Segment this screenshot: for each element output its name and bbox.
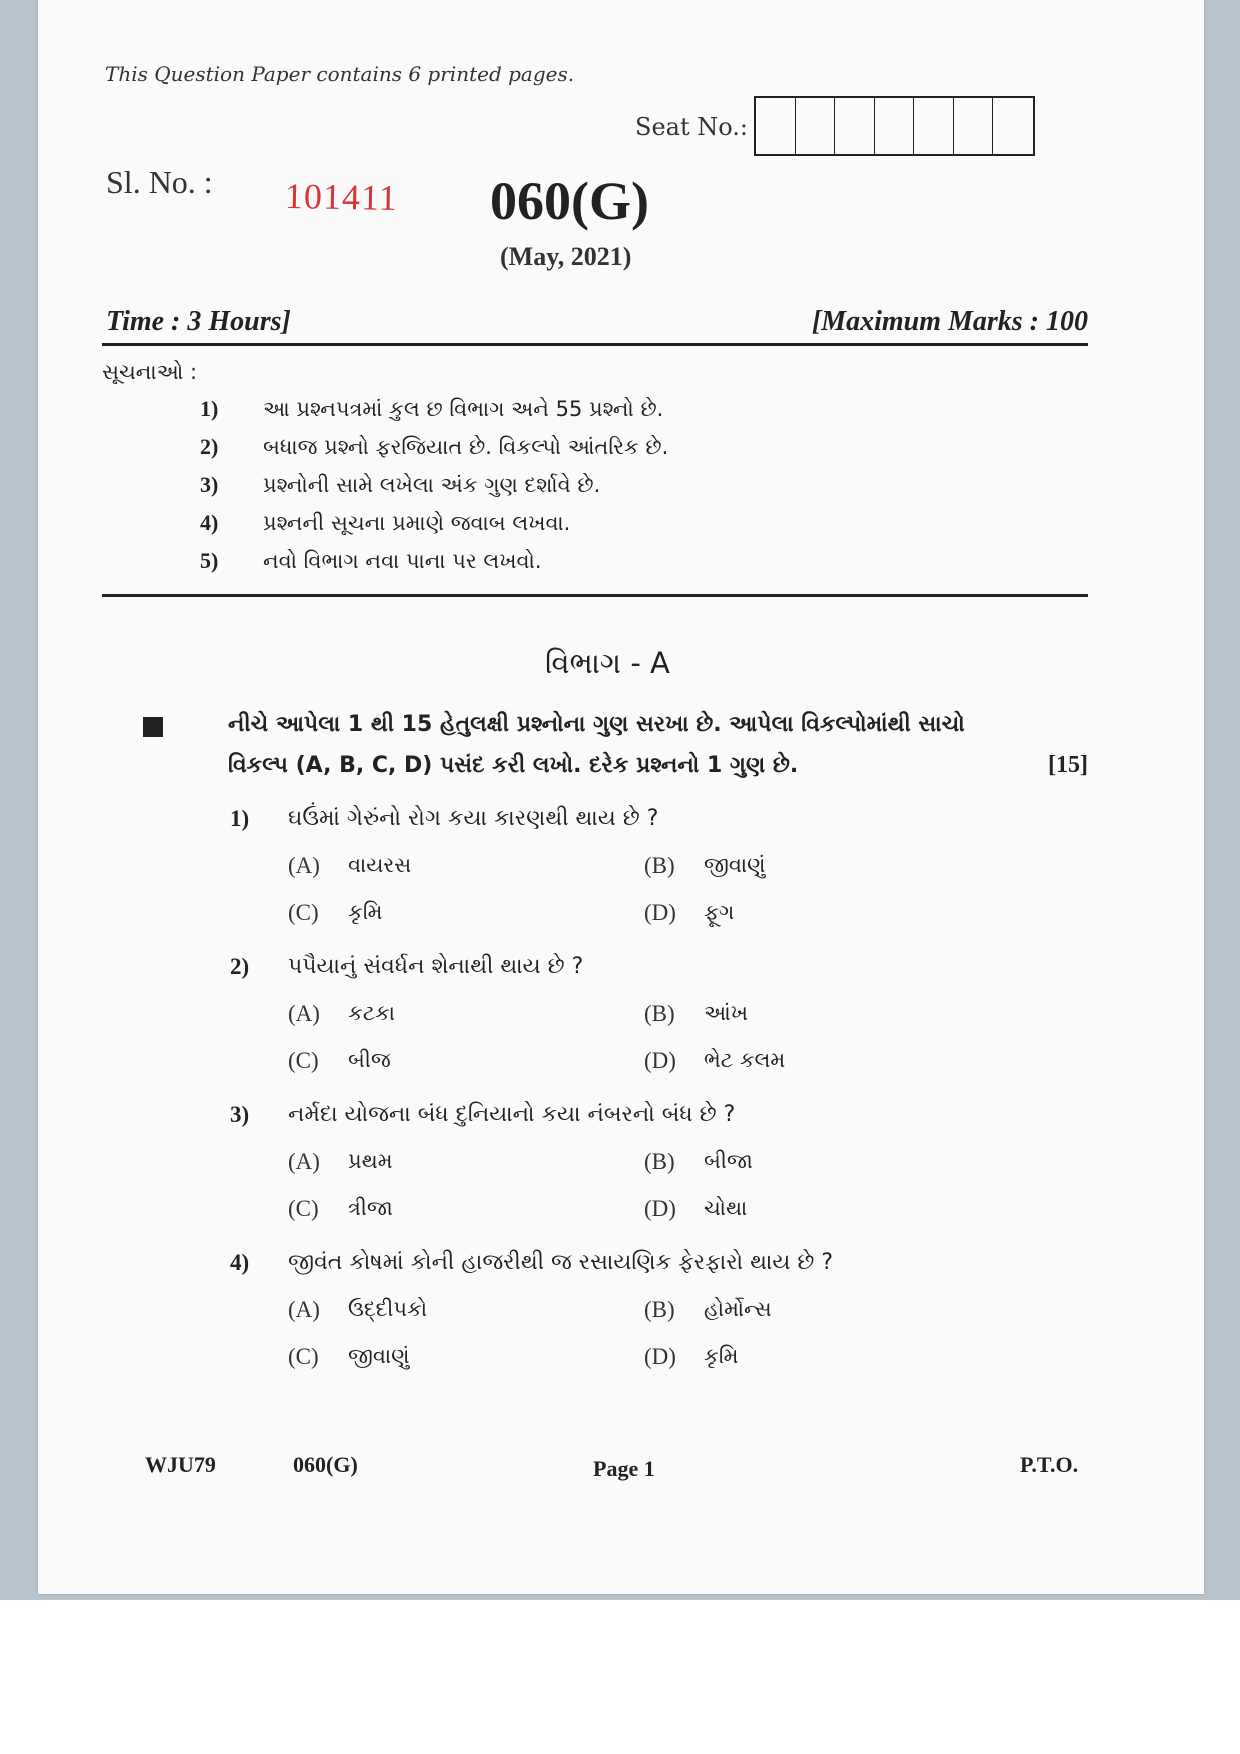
option-key: (D) xyxy=(644,1048,676,1073)
option-text: બીજ xyxy=(348,1048,391,1072)
option-key: (C) xyxy=(288,1196,319,1221)
instruction-item xyxy=(200,396,218,422)
seat-digit-box xyxy=(993,98,1033,154)
instruction-number: 4) xyxy=(200,510,219,535)
exam-time: Time : 3 Hours] xyxy=(106,306,291,337)
option-key: (D) xyxy=(644,900,676,925)
option-key: (B) xyxy=(644,1149,675,1174)
option-text: કટકા xyxy=(348,1001,396,1025)
instruction-number: 3) xyxy=(200,472,219,497)
instruction-item xyxy=(200,434,218,460)
question-number: 2) xyxy=(230,954,250,979)
option-text: ચોથા xyxy=(704,1196,748,1220)
option-key: (B) xyxy=(644,1001,675,1026)
option-text: કૃમિ xyxy=(348,900,383,924)
instruction-text: નવો વિભાગ નવા પાના પર લખવો. xyxy=(263,549,542,573)
instruction-text: પ્રશ્નની સૂચના પ્રમાણે જવાબ લખવા. xyxy=(263,511,571,535)
option-text: બીજા xyxy=(704,1149,753,1173)
option-text: જીવાણું xyxy=(348,1344,410,1368)
seat-digit-box xyxy=(835,98,875,154)
question-number: 1) xyxy=(230,806,250,831)
option-key: (A) xyxy=(288,1297,320,1322)
serial-number-label: Sl. No. : xyxy=(106,164,213,200)
option-key: (A) xyxy=(288,853,320,878)
instruction-item xyxy=(200,472,218,498)
footer-page-number: Page 1 xyxy=(593,1456,655,1481)
question-number: 4) xyxy=(230,1250,250,1275)
option-text: પ્રથમ xyxy=(348,1149,393,1173)
option-text: ફૂગ xyxy=(704,900,735,924)
seat-digit-box xyxy=(954,98,994,154)
question-text: નર્મદા યોજના બંધ દુનિયાનો કયા નંબરનો બંધ છે ? xyxy=(288,1102,736,1127)
option-key: (A) xyxy=(288,1149,320,1174)
instruction-number: 5) xyxy=(200,548,219,573)
seat-digit-box xyxy=(756,98,796,154)
instruction-item xyxy=(200,548,218,574)
option-text: ત્રીજા xyxy=(348,1196,393,1220)
seat-number-label: Seat No.: xyxy=(635,113,748,141)
square-bullet-icon xyxy=(143,717,163,737)
footer-pto: P.T.O. xyxy=(1020,1452,1079,1477)
option-key: (C) xyxy=(288,900,319,925)
instruction-text: બધાજ પ્રશ્નો ફરજિયાત છે. વિકલ્પો આંતરિક છે. xyxy=(263,435,669,459)
seat-digit-box xyxy=(875,98,915,154)
option-key: (D) xyxy=(644,1196,676,1221)
option-text: હોર્મોન્સ xyxy=(704,1297,772,1321)
question-text: ઘઉંમાં ગેરુંનો રોગ કયા કારણથી થાય છે ? xyxy=(288,806,659,831)
option-text: જીવાણું xyxy=(704,853,766,877)
option-key: (C) xyxy=(288,1344,319,1369)
question-text: પપૈયાનું સંવર્ધન શેનાથી થાય છે ? xyxy=(288,954,584,979)
serial-number-value: 101411 xyxy=(284,176,399,218)
footer-series-code: WJU79 xyxy=(145,1452,216,1477)
footer-paper-code: 060(G) xyxy=(293,1452,358,1477)
instruction-number: 2) xyxy=(200,434,219,459)
option-text: આંખ xyxy=(704,1001,748,1025)
instructions-divider xyxy=(102,594,1088,597)
section-title: વિભાગ - A xyxy=(545,646,670,680)
instruction-text: આ પ્રશ્નપત્રમાં કુલ છ વિભાગ અને 55 પ્રશ્નો છે. xyxy=(263,397,664,421)
option-key: (A) xyxy=(288,1001,320,1026)
paper-code: 060(G) xyxy=(490,171,649,231)
section-lead-line-2: વિકલ્પ (A, B, C, D) પસંદ કરી લખો. દરેક પ્રશ્નનો 1 ગુણ છે. xyxy=(228,753,799,778)
page-count-note: This Question Paper contains 6 printed pages. xyxy=(105,62,575,86)
option-text: ભેટ કલમ xyxy=(704,1048,786,1072)
seat-digit-box xyxy=(796,98,836,154)
maximum-marks: [Maximum Marks : 100 xyxy=(811,306,1088,337)
seat-number-boxes xyxy=(754,96,1035,156)
question-text: જીવંત કોષમાં કોની હાજરીથી જ રસાયણિક ફેરફારો થાય છે ? xyxy=(288,1250,834,1275)
exam-date: (May, 2021) xyxy=(500,242,632,271)
seat-digit-box xyxy=(914,98,954,154)
header-divider xyxy=(102,343,1088,346)
option-key: (D) xyxy=(644,1344,676,1369)
section-marks: [15] xyxy=(1048,752,1088,778)
section-lead-line-1: નીચે આપેલા 1 થી 15 હેતુલક્ષી પ્રશ્નોના ગુણ સરખા છે. આપેલા વિકલ્પોમાંથી સાચો xyxy=(228,712,965,737)
instruction-text: પ્રશ્નોની સામે લખેલા અંક ગુણ દર્શાવે છે. xyxy=(263,473,601,497)
option-key: (B) xyxy=(644,853,675,878)
option-key: (B) xyxy=(644,1297,675,1322)
instruction-number: 1) xyxy=(200,396,219,421)
question-number: 3) xyxy=(230,1102,250,1127)
option-key: (C) xyxy=(288,1048,319,1073)
option-text: કૃમિ xyxy=(704,1344,739,1368)
option-text: ઉદ્દીપકો xyxy=(348,1297,428,1321)
instructions-heading: સૂચનાઓ : xyxy=(102,360,198,384)
option-text: વાયરસ xyxy=(348,853,412,877)
instruction-item xyxy=(200,510,218,536)
question-paper-page xyxy=(38,0,1204,1594)
